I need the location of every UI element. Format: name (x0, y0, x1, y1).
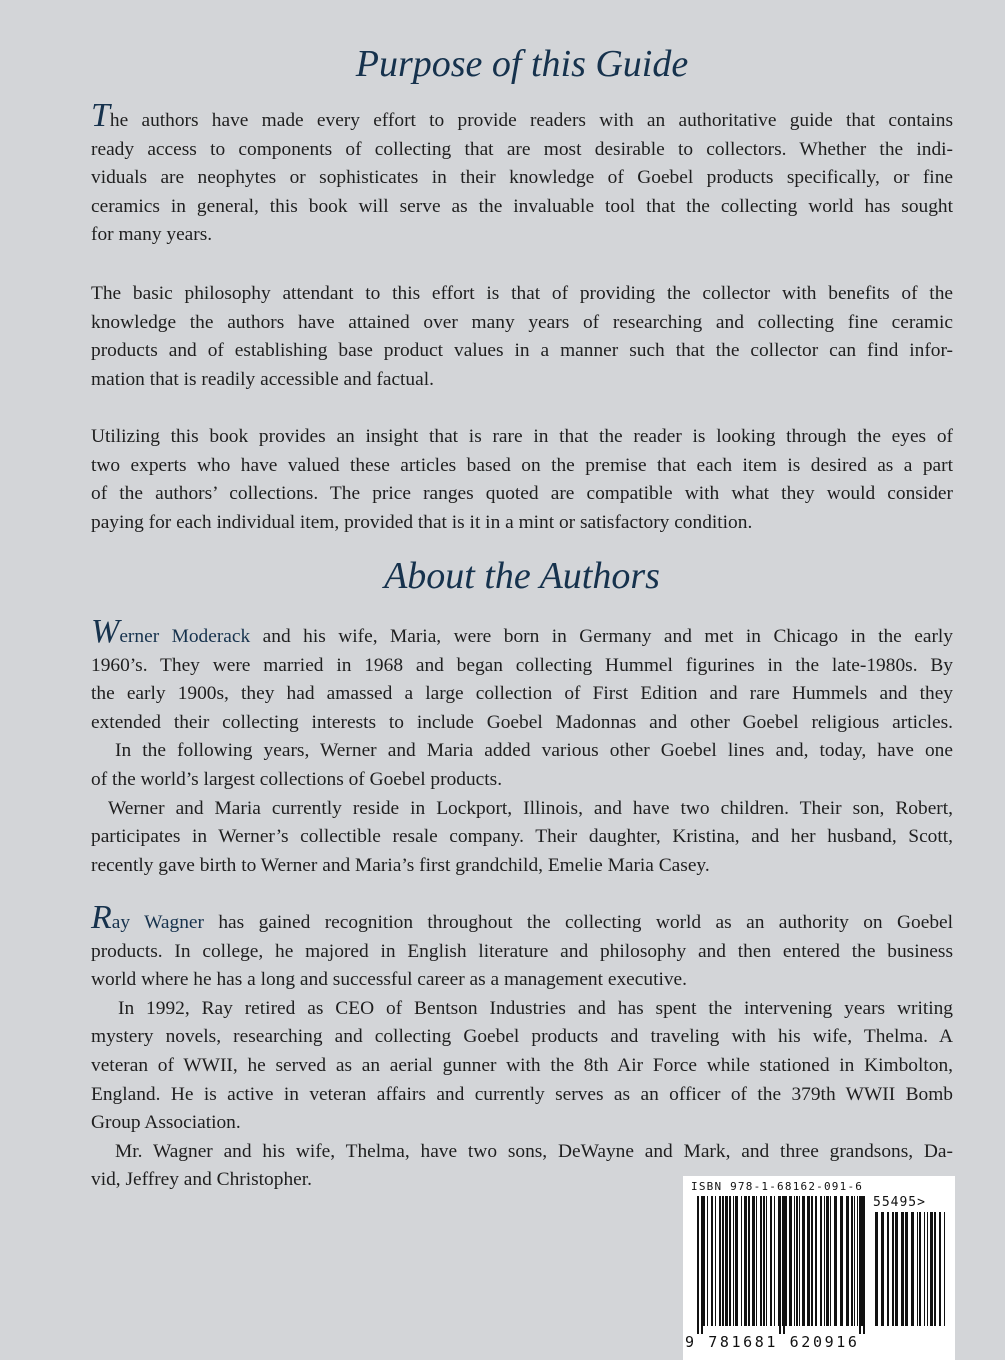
dropcap-r: R (91, 899, 112, 936)
barcode-bar (744, 1196, 747, 1326)
barcode-bar (924, 1212, 925, 1326)
barcode-bar (735, 1196, 738, 1326)
werner-name: erner Moderack (119, 626, 251, 647)
barcode-bar (919, 1212, 921, 1326)
barcode-guard-bar (779, 1196, 781, 1334)
purpose-paragraph-2: The basic philosophy attendant to this effort is that of providing the collector with benefits of the knowledge the authors have attained over many years of researching and collecting fine ceramic products and of establishing base product values in a manner such that the collector can find infor- mation that is readily accessible and factual. (91, 283, 953, 390)
purpose-paragraph-3: Utilizing this book provides an insight that is rare in that the reader is looking through the eyes of two experts who have valued these articles based on the premise that each item is desired as a part of the authors’ collections. The price ranges quoted are compatible with what they would consider paying for each individual item, provided that is it in a mint or satisfactory condition. (91, 426, 953, 533)
barcode-bar (944, 1212, 945, 1326)
barcode-bar (824, 1196, 825, 1326)
barcode-bar (807, 1196, 810, 1326)
werner-bio: Werner Moderack and his wife, Maria, were born in Germany and met in Chicago in the early 1960’s. They were married in 1968 and began collecting Hummel figurines in the late-1980s. By the early 1900s, they had amassed a large collection of First Edition and rare Hummels and they extended their collecting interests to include Goebel Madonnas and other Goebel religious articles. In the following years, Werner and Maria added various other Goebel lines and, today, have one of the world’s largest collections of Goebel products. Werner and Maria currently reside in Lockport, Illinois, and have two children. Their son, Robert, participates in Werner’s collectible resale company. Their daughter, Kristina, and her husband, Scott, recently gave birth to Werner and Maria’s first grandchild, Emelie Maria Casey. (91, 613, 953, 876)
barcode-bar (881, 1212, 884, 1326)
barcode-bar (802, 1196, 805, 1326)
barcode-bar (794, 1196, 795, 1326)
dropcap-w: W (91, 613, 120, 650)
barcode-bar (930, 1212, 933, 1326)
barcode-bar (911, 1212, 914, 1326)
isbn-barcode (683, 1176, 955, 1360)
heading-purpose: Purpose of this Guide (355, 43, 689, 85)
ray-name: ay Wagner (111, 912, 204, 933)
barcode-bar (887, 1212, 889, 1326)
barcode-bar (851, 1196, 853, 1326)
barcode-bar (934, 1212, 936, 1326)
barcode-bar (854, 1196, 855, 1326)
purpose-paragraph-1: The authors have made every effort to provide readers with an authoritative guide that contains ready access to components of collecting that are most desirable to collectors. Whether the indi- viduals are neophytes or sophisticates in their knowledge of Goebel products specifically, or fine ceramics in general, this book will serve as the invaluable tool that the collecting world has sought for many years. (91, 97, 953, 246)
barcode-bar (875, 1212, 878, 1326)
barcode-bar (939, 1212, 941, 1326)
barcode-guard-bar (697, 1196, 699, 1334)
barcode-bar (834, 1196, 837, 1326)
barcode-bar (799, 1196, 800, 1326)
barcode-bar (811, 1196, 813, 1326)
barcode-bar (927, 1212, 928, 1326)
barcode-bar (722, 1196, 724, 1326)
barcode-bar (770, 1196, 772, 1326)
barcode-bar (733, 1196, 734, 1326)
barcode-bar (774, 1196, 775, 1326)
barcode-bar (703, 1196, 705, 1326)
barcode-bar (766, 1196, 767, 1326)
barcode-bar (785, 1196, 787, 1326)
ray-bio: Ray Wagner has gained recognition throughout the collecting world as an authority on Goebel products. In college, he majored in English literature and philosophy and then entered the business world where he has a long and successful career as a management executive. In 1992, Ray retired as CEO of Bentson Industries and has spent the intervening years writing mystery novels, researching and collecting Goebel products and traveling with his wife, Thelma. A veteran of WWII, he served as an aerial gunner with the 8th Air Force while stationed in Kimbolton, England. He is active in veteran affairs and currently serves as an officer of the 379th WWII Bomb Group Association. Mr. Wagner and his wife, Thelma, have two sons, DeWayne and Mark, and three grandsons, Da- vid, Jeffrey and Christopher. (91, 899, 954, 1191)
barcode-bar (815, 1196, 817, 1326)
barcode-bar (820, 1196, 822, 1326)
barcode-bar (840, 1196, 843, 1326)
barcode-bar (778, 1196, 779, 1326)
barcode-bar (826, 1196, 829, 1326)
barcode-bar (763, 1196, 765, 1326)
barcode-bar (715, 1196, 716, 1326)
barcode-bar (901, 1212, 904, 1326)
barcode-guard-bar (859, 1196, 861, 1334)
barcode-bar (748, 1196, 750, 1326)
barcode-bar (796, 1196, 798, 1326)
heading-about: About the Authors (384, 555, 660, 597)
barcode-bar (725, 1196, 728, 1326)
barcode-bar (741, 1196, 742, 1326)
barcode-bar (711, 1196, 713, 1326)
price-code: 55495> (873, 1195, 926, 1210)
barcode-guard-bar (783, 1196, 785, 1334)
barcode-bar (729, 1196, 731, 1326)
barcode-bar (752, 1196, 755, 1326)
barcode-bar (719, 1196, 721, 1326)
barcode-bar (846, 1196, 849, 1326)
barcode-bar (756, 1196, 757, 1326)
barcode-digits: 9 781681 620916 (685, 1333, 860, 1351)
barcode-guard-bar (863, 1196, 865, 1334)
barcode-bar (707, 1196, 708, 1326)
isbn-label: ISBN 978-1-68162-091-6 (691, 1180, 864, 1193)
barcode-bar (830, 1196, 831, 1326)
barcode-bar (917, 1212, 918, 1326)
barcode-bar (892, 1212, 894, 1326)
barcode-bar (789, 1196, 792, 1326)
barcode-bar (760, 1196, 762, 1326)
barcode-bar (895, 1212, 898, 1326)
barcode-guard-bar (701, 1196, 703, 1334)
barcode-bar (905, 1212, 908, 1326)
dropcap-t: T (91, 97, 110, 134)
barcode-bar (857, 1196, 858, 1326)
